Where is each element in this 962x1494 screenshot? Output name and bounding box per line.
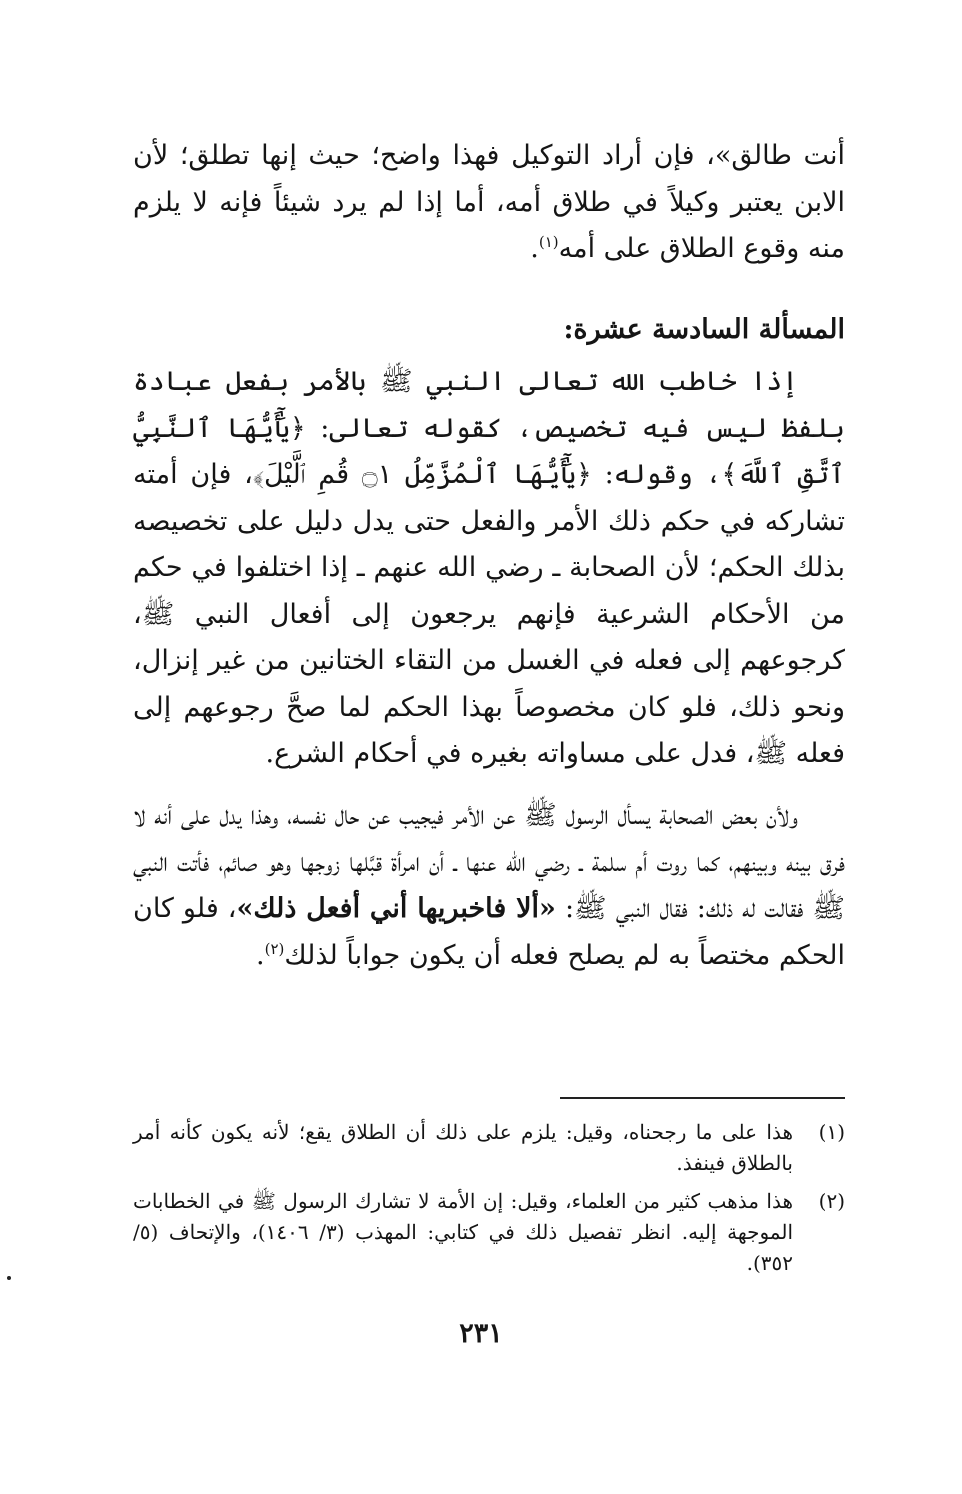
page-number: ٢٣١ — [459, 1318, 503, 1349]
footnote-text: هذا مذهب كثير من العلماء، وقيل: إن الأمة لا تشارك الرسول ﷺ في الخطابات الموجهة إليه. انظر تفصيل ذلك في كتابي: المهذب (٣/ ١٤٠٦)، والإتحاف (٥/ ٣٥٢). — [133, 1189, 793, 1275]
footnote-separator — [560, 1097, 845, 1099]
paragraph-text-continued: ، فلو كان الحكم مختصاً به لم يصلح فعله أن يكون جواباً لذلك — [133, 893, 845, 971]
paragraph-text: ولأن بعض الصحابة يسأل الرسول ﷺ عن الأمر فيجيب عن حال نفسه، وهذا يدل على أنه لا فرق بينه وبينهم، كما روت أم سلمة ـ رضي الله عنها ـ أن امرأة قبَّلها زوجها وهو صائم، فأتت النبي ﷺ فقالت له ذلك: فقال النبي ﷺ: — [133, 800, 845, 924]
paragraph-prophet-address: إذا خاطب الله تعالى النبي ﷺ بالأمر بفعل عبادة بلفظ ليس فيه تخصيص، كقوله تعالى: ﴿يَٰٓأَيُّهَا ٱلنَّبِيُّ ٱتَّقِ ٱللَّهَ﴾، وقوله: ﴿يَٰٓأَيُّهَا ٱلْمُزَّمِّلُ ۝١ قُمِ ٱلَّيْلَ﴾، فإن أمته تشاركه في حكم ذلك الأمر والفعل حتى يدل دليل على تخصيصه بذلك الحكم؛ لأن الصحابة ـ رضي الله عنهم ـ إذا اختلفوا في حكم من الأحكام الشرعية فإنهم يرجعون إلى أفعال النبي ﷺ، كرجوعهم إلى فعله في الغسل من التقاء الختانين من غير إنزال، ونحو ذلك، فلو كان مخصوصاً بهذا الحكم لما صحَّ رجوعهم إلى فعله ﷺ، فدل على مساواته بغيره في أحكام الشرع. — [133, 366, 845, 769]
footnote-number: (٢) — [818, 1189, 845, 1213]
footnote-2 — [133, 1186, 845, 1279]
hadith-quote: «ألا فاخبريها أني أفعل ذلك» — [236, 893, 556, 924]
footnote-ref-2: (٢) — [264, 939, 285, 958]
section-heading: المسألة السادسة عشرة: — [563, 314, 845, 345]
paragraph-text: أنت طالق»، فإن أراد التوكيل فهذا واضح؛ حيث إنها تطلق؛ لأن الابن يعتبر وكيلاً في طلاق أمه، أما إذا لم يرد شيئاً فإنه لا يلزم منه وقوع الطلاق على أمه — [133, 140, 845, 264]
scan-speck — [7, 1276, 11, 1280]
paragraph-talaq-conclusion — [133, 133, 845, 273]
footnote-ref-1: (١) — [538, 233, 559, 251]
paragraph-companions-hadith — [133, 793, 845, 979]
footnote-1 — [133, 1117, 845, 1179]
sentence-end: . — [530, 233, 539, 264]
footnote-number: (١) — [818, 1120, 845, 1144]
sentence-end: . — [256, 939, 265, 971]
footnote-text: هذا على ما رجحناه، وقيل: يلزم على ذلك أن الطلاق يقع؛ لأنه يكون كأنه أمر بالطلاق فينفذ. — [133, 1120, 793, 1175]
